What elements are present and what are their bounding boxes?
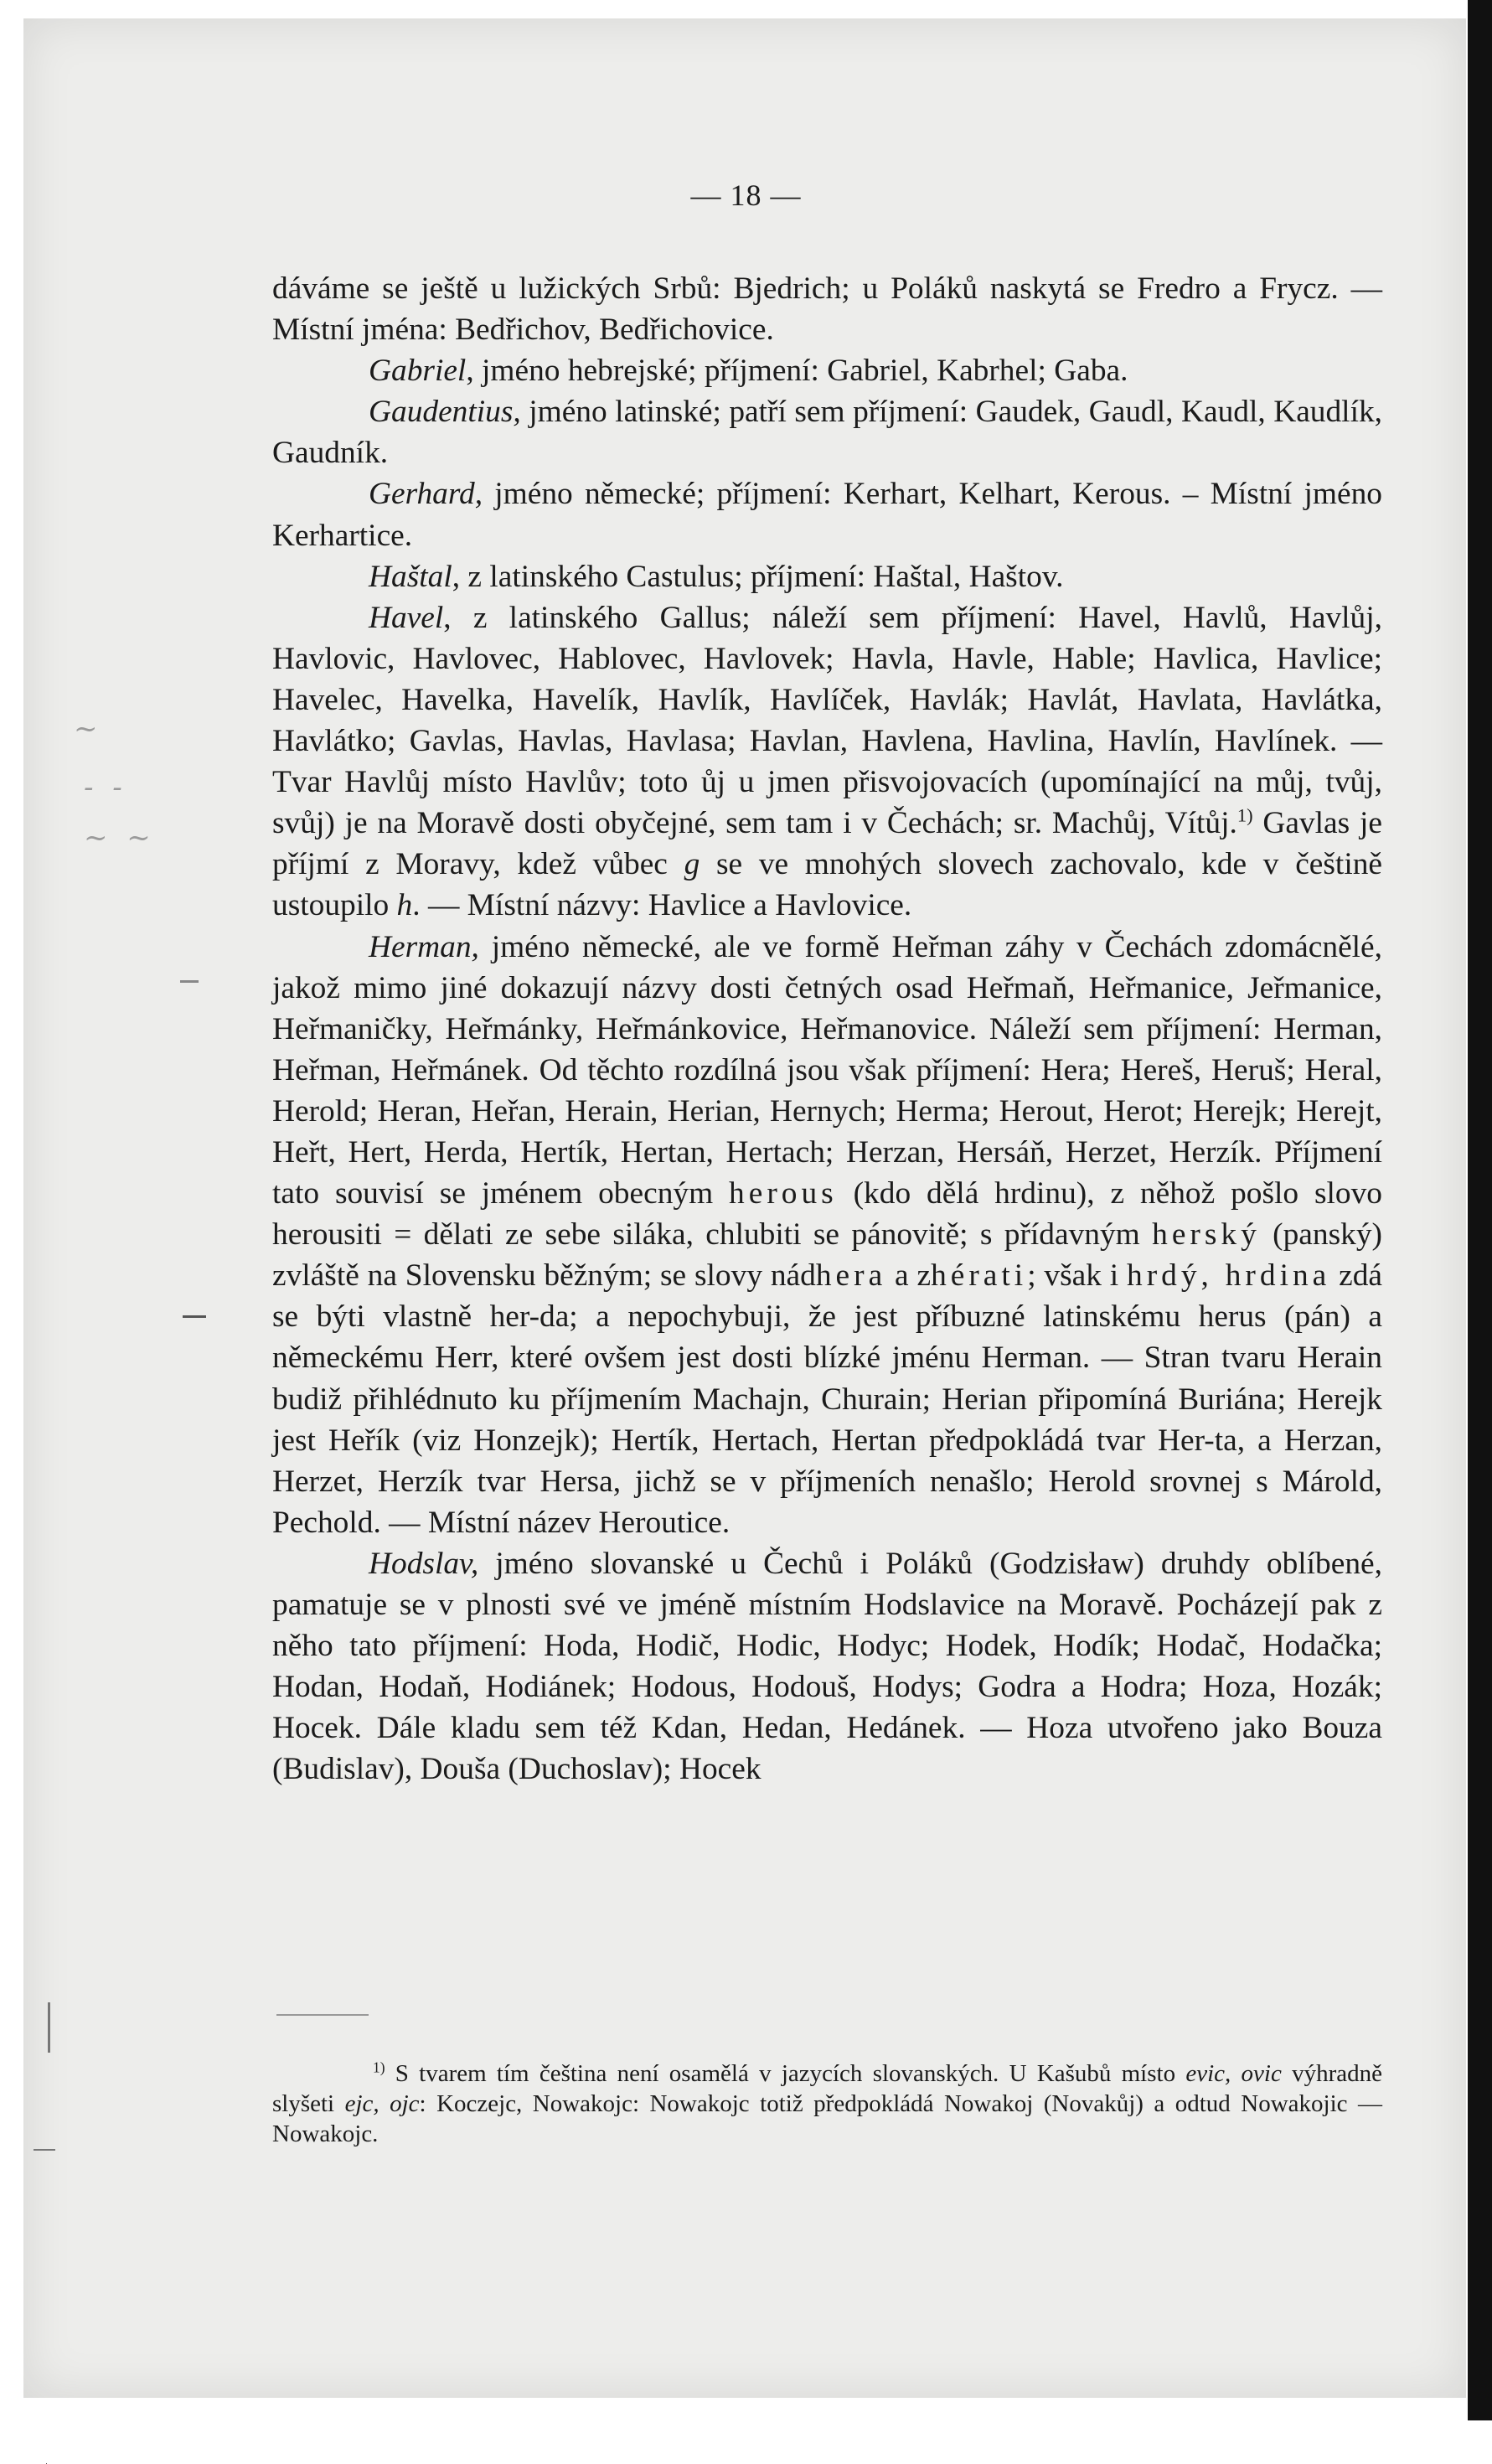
italic-term: Gerhard, (369, 477, 483, 512)
text-run: se ve mnohých slovech zachovalo, kde v češtině ustoupilo (272, 847, 1383, 923)
scan-border (1468, 0, 1492, 2420)
footnote (272, 2058, 1382, 2149)
text-run: : Koczejc, Nowakojc: Nowakojc totiž předpokládá Nowakoj (Novakůj) a odtud Nowakojic — Nowakojc. (272, 2090, 1382, 2147)
text-run: (kdo dělá hrdinu), z něhož pošlo slovo herousiti = dělati ze sebe siláka, chlubiti se pánovitě; s přídavným (272, 1176, 1382, 1253)
italic-term: Havel (369, 600, 444, 635)
margin-handwriting: ~ (74, 712, 103, 746)
italic-term: Gabriel (369, 354, 467, 389)
paragraph (272, 268, 1382, 350)
text-run: jméno latinské; patří sem příjmení: Gaudek, Gaudl, Kaudl, Kaudlík, Gaudník. (272, 395, 1382, 471)
paragraph (272, 597, 1382, 927)
footnote-paragraph (272, 2058, 1382, 2149)
paragraph (272, 473, 1382, 555)
paragraph (272, 556, 1382, 597)
footnote-ref: 1) (373, 2058, 385, 2076)
text-run: a z (886, 1258, 932, 1294)
text-run: jméno slovanské u Čechů i Poláků (Godzisław) druhdy oblíbené, pamatuje se v plnosti své ve jméně místním Hodslavice na Moravě. Pocházejí pak z něho tato příjmení: Hoda, Hodič, Hodic, Hodyc; Hodek, Hodík; Hodač, Hodačka; Hodan, Hodaň, Hodiánek; Hodous, Hodouš, Hodys; Godra a Hodra; Hoza, Hozák; Hocek. Dále kladu sem též Kdan, Hedan, Hedánek. — Hoza utvořeno jako Bouza (Budislav), Douša (Duchoslav); Hocek (272, 1546, 1382, 1787)
text-run: . — Místní názvy: Havlice a Havlovice. (412, 888, 912, 923)
spaced-term: hérati (931, 1258, 1028, 1294)
text-run: zdá se býti vlastně her-da; a nepochybuji, že jest příbuzné latinskému herus (pán) a německému Herr, které ovšem jest dosti blízké jménu Herman. — Stran tvaru Herain budiž přihlédnuto ku příjmením Machajn, Churain; Herian připomíná Buriána; Herejk jest Heřík (viz Honzejk); Hertík, Hertach, Hertan předpokládá tvar Her-ta, a Herzan, Herzet, Herzík tvar Hersa, jichž se v příjmeních nenašlo; Herold srovnej s Márold, Pechold. — Místní název Heroutice. (272, 1258, 1382, 1540)
italic-term: Haštal (369, 559, 452, 594)
spaced-term: herský (1152, 1217, 1261, 1253)
italic-term: Herman, (369, 929, 479, 964)
italic-term: Hodslav, (369, 1546, 479, 1581)
margin-handwriting: ~ ~ (84, 821, 156, 855)
paragraph (272, 350, 1382, 391)
margin-handwriting: - - (84, 771, 127, 804)
italic-term: ejc, ojc (344, 2090, 420, 2117)
footnote-rule (276, 2014, 369, 2016)
paragraph (272, 927, 1382, 1543)
text-run: ; však i (1027, 1258, 1128, 1294)
text-run: , jméno hebrejské; příjmení: Gabriel, Kabrhel; Gaba. (466, 354, 1128, 389)
margin-tick (183, 1315, 206, 1318)
footnote-ref: 1) (1236, 804, 1253, 826)
paragraph (272, 391, 1382, 473)
body-text (272, 268, 1382, 1790)
italic-term: evic, ovic (1185, 2060, 1282, 2087)
italic-term: g (684, 847, 700, 882)
paragraph (272, 1543, 1382, 1790)
text-run: S tvarem tím čeština není osamělá v jazycích slovanských. U Kašubů místo (385, 2060, 1186, 2087)
text-run: jméno německé; příjmení: Kerhart, Kelhart, Kerous. – Místní jméno Kerhartice. (272, 477, 1382, 553)
margin-tick (34, 2149, 55, 2151)
margin-tick (48, 2002, 50, 2053)
text-run: , z latinského Castulus; příjmení: Haštal, Haštov. (452, 559, 1064, 594)
text-run: dáváme se ještě u lužických Srbů: Bjedrich; u Poláků naskytá se Fredro a Frycz. — Místní jména: Bedřichov, Bedřichovice. (272, 271, 1382, 348)
text-run: jméno německé, ale ve formě Heřman záhy v Čechách zdomácnělé, jakož mimo jiné dokazují názvy dosti četných osad Heřmaň, Heřmanice, Jeřmanice, Heřmaničky, Heřmánky, Heřmánkovice, Heřmanovice. Náleží sem příjmení: Herman, Heřman, Heřmánek. Od těchto rozdílná jsou však příjmení: Hera; Hereš, Heruš; Heral, Herold; Heran, Heřan, Herain, Herian, Hernych; Herma; Herout, Herot; Herejk; Herejt, Heřt, Hert, Herda, Hertík, Hertan, Hertach; Herzan, Hersáň, Herzet, Herzík. Příjmení tato souvisí se jménem obecným (272, 929, 1382, 1211)
spaced-term: hrdý, hrdina (1127, 1258, 1331, 1294)
text-run: (panský) zvláště na Slovensku běžným; se slovy nád (272, 1217, 1382, 1294)
text-run: výhradně slyšeti (272, 2060, 1382, 2117)
italic-term: h (396, 888, 413, 923)
italic-term: Gaudentius, (369, 395, 521, 430)
page-number: — 18 — (690, 178, 802, 212)
text-run: Gavlas je příjmí z Moravy, kdež vůbec (272, 806, 1382, 882)
text-run: , z latinského Gallus; náleží sem příjmení: Havel, Havlů, Havlůj, Havlovic, Havlovec, Hablovec, Havlovek; Havla, Havle, Hable; Havlica, Havlice; Havelec, Havelka, Havelík, Havlík, Havlíček, Havlák; Havlát, Havlata, Havlátka, Havlátko; Gavlas, Havlas, Havlasa; Havlan, Havlena, Havlina, Havlín, Havlínek. — Tvar Havlůj místo Havlův; toto ůj u jmen přisvojovacích (upomínající na můj, tvůj, svůj) je na Moravě dosti obyčejné, sem tam i v Čechách; sr. Machůj, Vítůj. (272, 600, 1382, 841)
spaced-term: hera (815, 1258, 887, 1294)
spaced-term: herous (729, 1176, 838, 1211)
margin-tick (180, 980, 199, 983)
